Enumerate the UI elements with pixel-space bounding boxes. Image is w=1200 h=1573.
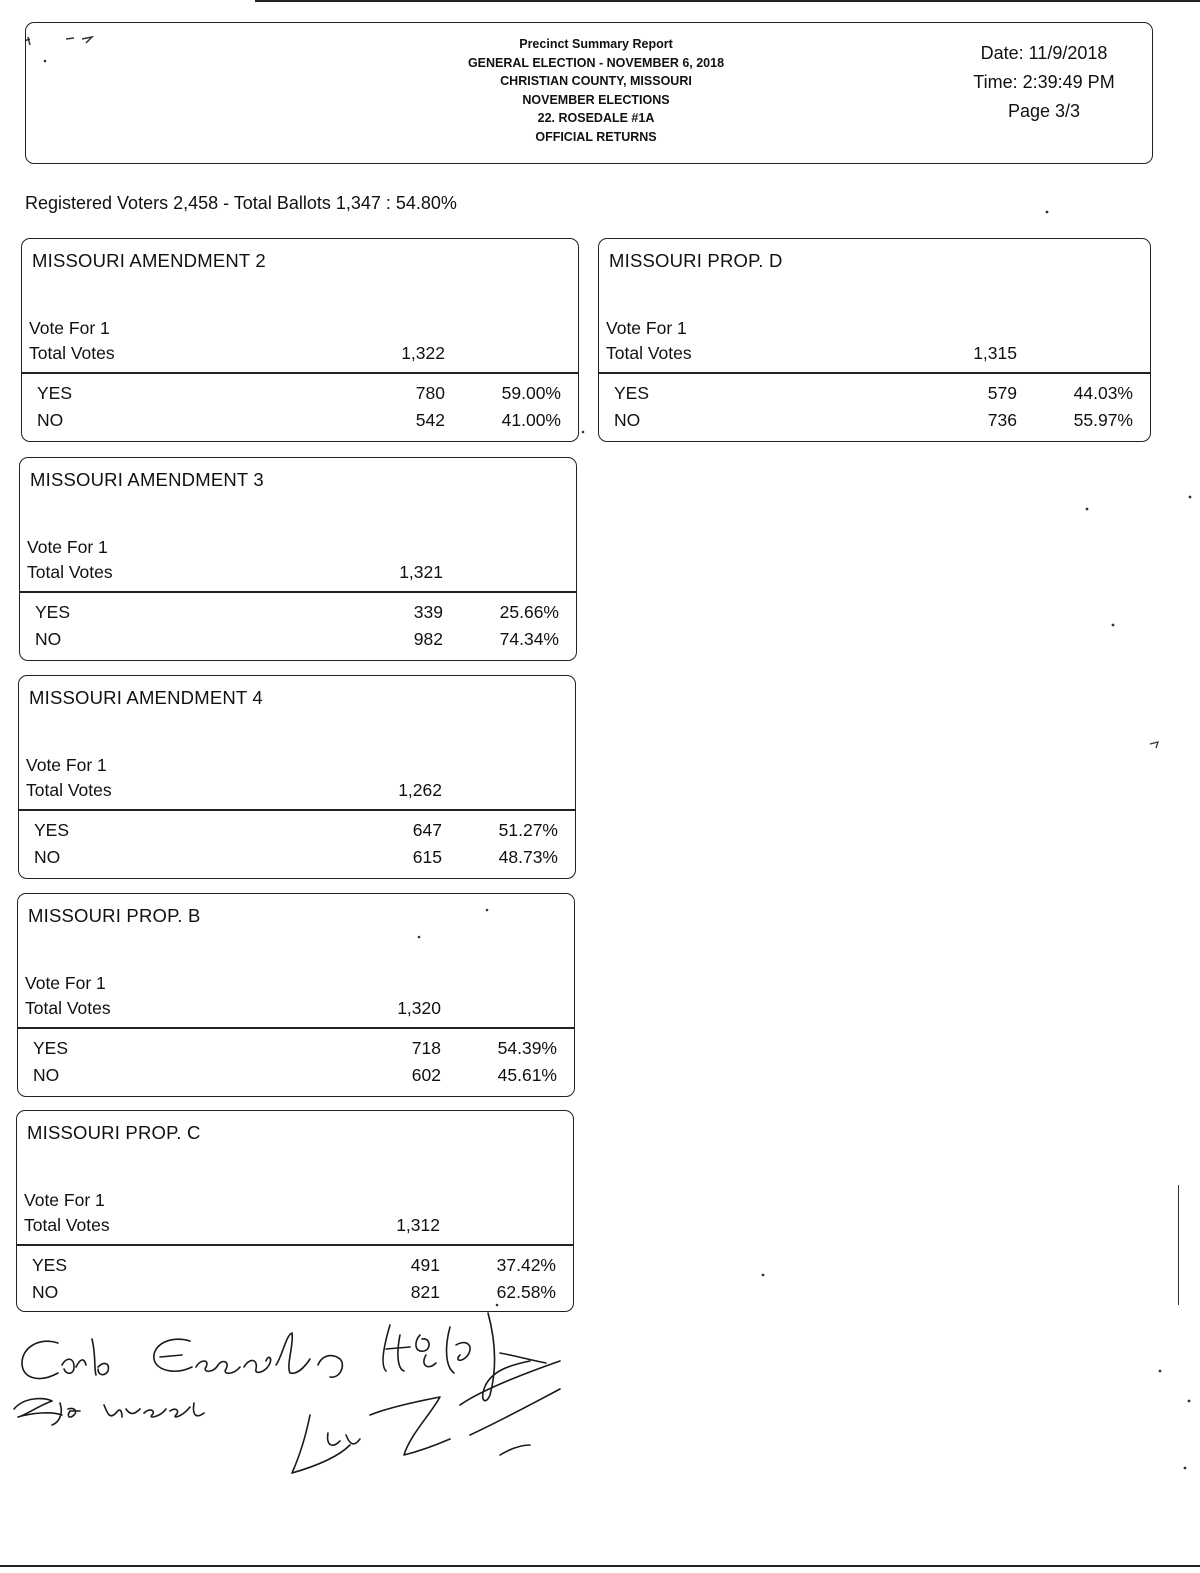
choice-percent: 41.00%	[501, 410, 561, 430]
choice-votes: 780	[415, 383, 445, 403]
choice-votes: 339	[413, 602, 443, 622]
choice-votes: 647	[412, 820, 442, 840]
vote-for-label: Vote For 1	[27, 537, 108, 557]
signatures-icon	[0, 1305, 600, 1505]
result-row-yes	[19, 820, 575, 846]
total-votes-label: Total Votes	[27, 562, 113, 582]
report-header	[25, 22, 1153, 164]
choice-label: YES	[33, 1038, 69, 1058]
election-group: NOVEMBER ELECTIONS	[522, 92, 670, 107]
scan-edge-mark	[1178, 1185, 1179, 1305]
choice-label: NO	[32, 1282, 59, 1302]
result-row-no	[20, 629, 576, 655]
total-votes-value: 1,320	[397, 998, 441, 1018]
choice-percent: 44.03%	[1073, 383, 1133, 403]
contest-amendment-2	[21, 238, 579, 442]
choice-percent: 25.66%	[499, 602, 559, 622]
divider	[17, 1244, 573, 1246]
page-number: Page 3/3	[1007, 101, 1081, 121]
contest-amendment-3	[19, 457, 577, 661]
election-name: GENERAL ELECTION - NOVEMBER 6, 2018	[467, 55, 725, 70]
contest-title: MISSOURI AMENDMENT 4	[29, 687, 263, 708]
precinct-name: 22. ROSEDALE #1A	[537, 111, 655, 125]
vote-for-label: Vote For 1	[25, 973, 106, 993]
choice-percent: 37.42%	[496, 1255, 556, 1275]
result-row-yes	[18, 1038, 574, 1064]
report-meta	[944, 39, 1144, 126]
choice-label: YES	[32, 1255, 68, 1275]
contest-title: MISSOURI AMENDMENT 3	[30, 469, 264, 490]
choice-votes: 542	[415, 410, 445, 430]
choice-label: NO	[614, 410, 641, 430]
total-votes-value: 1,322	[401, 343, 445, 363]
top-rule	[255, 0, 1200, 2]
choice-percent: 48.73%	[498, 847, 558, 867]
choice-percent: 74.34%	[499, 629, 559, 649]
county-name: CHRISTIAN COUNTY, MISSOURI	[500, 74, 692, 88]
result-row-yes	[17, 1255, 573, 1281]
bottom-rule	[0, 1565, 1200, 1567]
choice-votes: 615	[412, 847, 442, 867]
choice-label: NO	[37, 410, 64, 430]
contest-title: MISSOURI PROP. C	[27, 1122, 201, 1143]
choice-votes: 821	[410, 1282, 440, 1302]
total-votes-label: Total Votes	[606, 343, 692, 363]
scan-marks-icon	[26, 31, 116, 71]
contest-prop-b	[17, 893, 575, 1097]
divider	[599, 372, 1150, 374]
choice-votes: 579	[987, 383, 1017, 403]
contest-amendment-4	[18, 675, 576, 879]
report-title-block	[326, 35, 866, 146]
choice-percent: 51.27%	[498, 820, 558, 840]
choice-votes: 491	[410, 1255, 440, 1275]
choice-label: NO	[35, 629, 62, 649]
result-row-yes	[20, 602, 576, 628]
divider	[18, 1027, 574, 1029]
divider	[19, 809, 575, 811]
choice-label: YES	[35, 602, 71, 622]
choice-percent: 55.97%	[1073, 410, 1133, 430]
total-votes-label: Total Votes	[26, 780, 112, 800]
divider	[20, 591, 576, 593]
divider	[22, 372, 578, 374]
total-votes-label: Total Votes	[24, 1215, 110, 1235]
choice-percent: 62.58%	[496, 1282, 556, 1302]
choice-label: YES	[37, 383, 73, 403]
total-votes-value: 1,312	[396, 1215, 440, 1235]
result-row-no	[599, 410, 1150, 436]
choice-label: NO	[34, 847, 61, 867]
report-time: Time: 2:39:49 PM	[973, 72, 1115, 92]
vote-for-label: Vote For 1	[26, 755, 107, 775]
result-row-no	[19, 847, 575, 873]
choice-percent: 54.39%	[497, 1038, 557, 1058]
contest-prop-c	[16, 1110, 574, 1312]
choice-votes: 982	[413, 629, 443, 649]
returns-type: OFFICIAL RETURNS	[535, 129, 657, 144]
choice-percent: 45.61%	[497, 1065, 557, 1085]
choice-votes: 718	[411, 1038, 441, 1058]
total-votes-label: Total Votes	[25, 998, 111, 1018]
total-votes-value: 1,315	[973, 343, 1017, 363]
vote-for-label: Vote For 1	[606, 318, 687, 338]
report-date: Date: 11/9/2018	[980, 43, 1108, 63]
choice-label: YES	[34, 820, 70, 840]
contest-title: MISSOURI PROP. B	[28, 905, 201, 926]
result-row-yes	[599, 383, 1150, 409]
vote-for-label: Vote For 1	[24, 1190, 105, 1210]
total-votes-label: Total Votes	[29, 343, 115, 363]
contest-title: MISSOURI AMENDMENT 2	[32, 250, 266, 271]
result-row-yes	[22, 383, 578, 409]
choice-label: NO	[33, 1065, 60, 1085]
choice-votes: 602	[411, 1065, 441, 1085]
choice-votes: 736	[987, 410, 1017, 430]
choice-percent: 59.00%	[501, 383, 561, 403]
total-votes-value: 1,262	[398, 780, 442, 800]
vote-for-label: Vote For 1	[29, 318, 110, 338]
contest-prop-d	[598, 238, 1151, 442]
turnout-summary: Registered Voters 2,458 - Total Ballots 1,347 : 54.80%	[25, 193, 457, 213]
choice-label: YES	[614, 383, 650, 403]
result-row-no	[22, 410, 578, 436]
total-votes-value: 1,321	[399, 562, 443, 582]
report-title: Precinct Summary Report	[519, 37, 673, 51]
contest-title: MISSOURI PROP. D	[609, 250, 783, 271]
result-row-no	[18, 1065, 574, 1091]
